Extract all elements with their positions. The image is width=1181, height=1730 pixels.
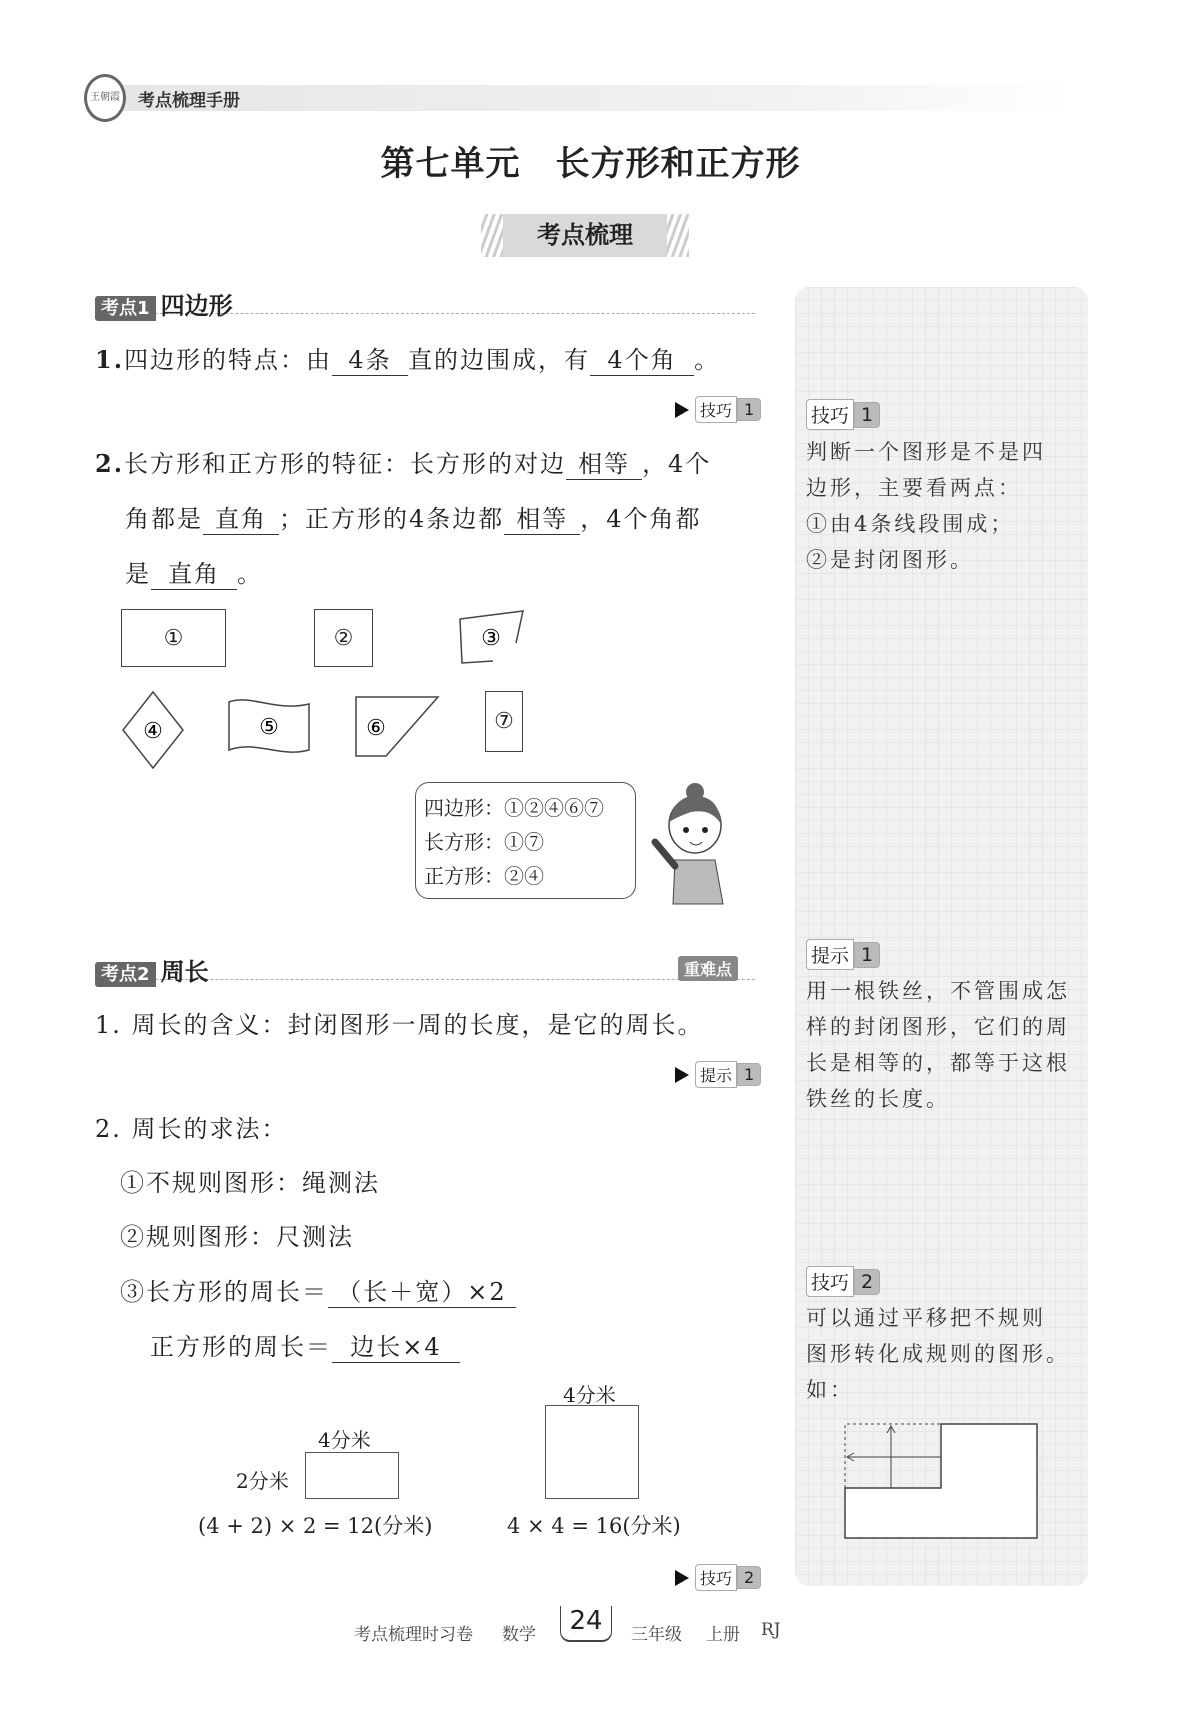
shape-wavy [226,694,312,758]
link-hint-1[interactable] [675,1061,761,1088]
section-badge-label: 考点梳理 [503,214,667,257]
q-text: ③长方形的周长＝ [120,1278,328,1306]
q-text: 正方形的周长＝ [150,1333,332,1361]
note-line: 长是相等的，都等于这根 [806,1051,1070,1075]
page-title: 第七单元 长方形和正方形 [380,144,801,184]
tag-label: 提示 [695,1061,737,1088]
perimeter-definition: 1. 周长的含义：封闭图形一周的长度，是它的周长。 [95,1011,704,1039]
tag-num: 2 [854,1269,880,1295]
kaodian-tag: 考点1 [95,296,156,321]
girl-illustration [645,780,730,905]
q-text: 长方形和正方形的特征：长方形的对边 [124,450,567,478]
shape-rectangle: ① [121,609,226,667]
tip-1-text [806,434,1046,578]
rect-width-label: 2分米 [236,1469,289,1493]
logo-text: 王朝霞 [90,92,120,103]
hint-1-tag [806,939,880,970]
square-formula: 4 × 4 = 16(分米) [507,1514,681,1538]
kaodian2-heading [95,952,209,987]
tag-num: 1 [737,1063,761,1086]
rect-formula: (4 + 2) × 2 = 12(分米) [198,1514,433,1538]
question-2-line2 [125,499,702,535]
shape-square: ② [314,609,373,667]
note-line: 图形转化成规则的图形。 [806,1342,1070,1366]
q-text: 角都是 [125,505,203,533]
answer-blank: 直角 [151,554,237,590]
note-line: 边形，主要看两点： [806,476,1022,500]
method-2: ②规则图形：尺测法 [120,1223,354,1251]
q-text: 。 [694,346,721,374]
tag-label: 技巧 [695,1564,737,1591]
answer-blank: 相等 [566,444,642,480]
q-text: ，4个 [642,450,712,478]
square-side-label: 4分米 [563,1383,616,1407]
answer-blank: 边长×4 [332,1327,460,1363]
section-badge [481,214,689,257]
question-2-line3 [125,554,263,590]
method-4 [150,1327,460,1363]
note-line: ①由4条线段围成； [806,512,1015,536]
tag-label: 技巧 [806,399,854,430]
translation-diagram [843,1422,1039,1542]
tag-label: 技巧 [806,1266,854,1297]
answer-blank: 4个角 [590,340,694,376]
footer-subject: 数学 [502,1625,536,1645]
footer-book: 考点梳理时习卷 [354,1625,473,1645]
note-line: 用一根铁丝，不管围成怎 [806,979,1070,1003]
question-1 [95,340,720,376]
note-line: 可以通过平移把不规则 [806,1306,1046,1330]
answer-blank: 相等 [504,499,580,535]
play-arrow-icon [675,1067,689,1083]
shape-irregular-open [458,605,528,675]
shape-label: ④ [143,719,163,744]
kaodian-title: 四边形 [160,292,233,320]
kaodian1-heading [95,286,233,321]
bubble-line: 长方形：①⑦ [424,830,544,854]
method-1: ①不规则图形：绳测法 [120,1169,380,1197]
header-band [120,85,1070,111]
kaodian-tag: 考点2 [95,962,156,987]
q-num: 2. [95,449,125,478]
shape-label: ⑤ [259,715,279,740]
example-rectangle [305,1452,399,1499]
method-3 [120,1272,516,1308]
answer-blank: （长＋宽）×2 [328,1272,516,1308]
q-text: ；正方形的4条边都 [279,505,505,533]
footer-grade: 三年级 [631,1625,682,1645]
shape-label: ③ [481,626,501,651]
rect-length-label: 4分米 [318,1428,371,1452]
shape-diamond [120,690,186,770]
q-text: 是 [125,560,151,588]
tag-num: 1 [737,398,761,421]
q-text: ，4个角都 [580,505,702,533]
tip-2-text [806,1300,1070,1408]
link-tip-1[interactable] [675,396,761,423]
footer-edition: RJ [761,1620,781,1640]
bubble-line: 正方形：②④ [424,864,544,888]
hint-1-text [806,973,1070,1117]
question-2-line1 [95,444,711,480]
q-text: 。 [237,560,263,588]
note-line: 如： [806,1378,854,1402]
answer-blank: 直角 [203,499,279,535]
footer-volume: 上册 [706,1625,740,1645]
note-line: 判断一个图形是不是四 [806,440,1046,464]
bubble-line: 四边形：①②④⑥⑦ [424,796,604,820]
q-text: 四边形的特点：由 [124,346,333,374]
tag-num: 1 [854,402,880,428]
note-line: 样的封闭图形，它们的周 [806,1015,1070,1039]
brand-logo [84,74,126,122]
tag-num: 2 [737,1566,761,1589]
perimeter-methods-heading: 2. 周长的求法： [95,1115,288,1143]
example-square [545,1405,639,1499]
answer-blank: 4条 [332,340,408,376]
note-line: ②是封闭图形。 [806,548,974,572]
tip-2-tag [806,1266,880,1297]
tag-label: 技巧 [695,396,737,423]
note-line: 铁丝的长度。 [806,1087,950,1111]
header-title: 考点梳理手册 [138,91,240,111]
speech-bubble [415,782,636,899]
kaodian-title: 周长 [160,958,209,986]
shape-tall-rectangle: ⑦ [485,691,523,752]
shape-label: ⑥ [366,716,386,741]
play-arrow-icon [675,402,689,418]
page-number: 24 [560,1606,612,1642]
q-num: 1. [95,345,125,374]
shape-trapezoid [354,695,440,759]
q-text: 直的边围成，有 [408,346,591,374]
tag-label: 提示 [806,939,854,970]
tag-num: 1 [854,942,880,968]
play-arrow-icon [675,1570,689,1586]
link-tip-2[interactable] [675,1564,761,1591]
key-difficulty-badge: 重难点 [678,956,738,981]
tip-1-tag [806,399,880,430]
